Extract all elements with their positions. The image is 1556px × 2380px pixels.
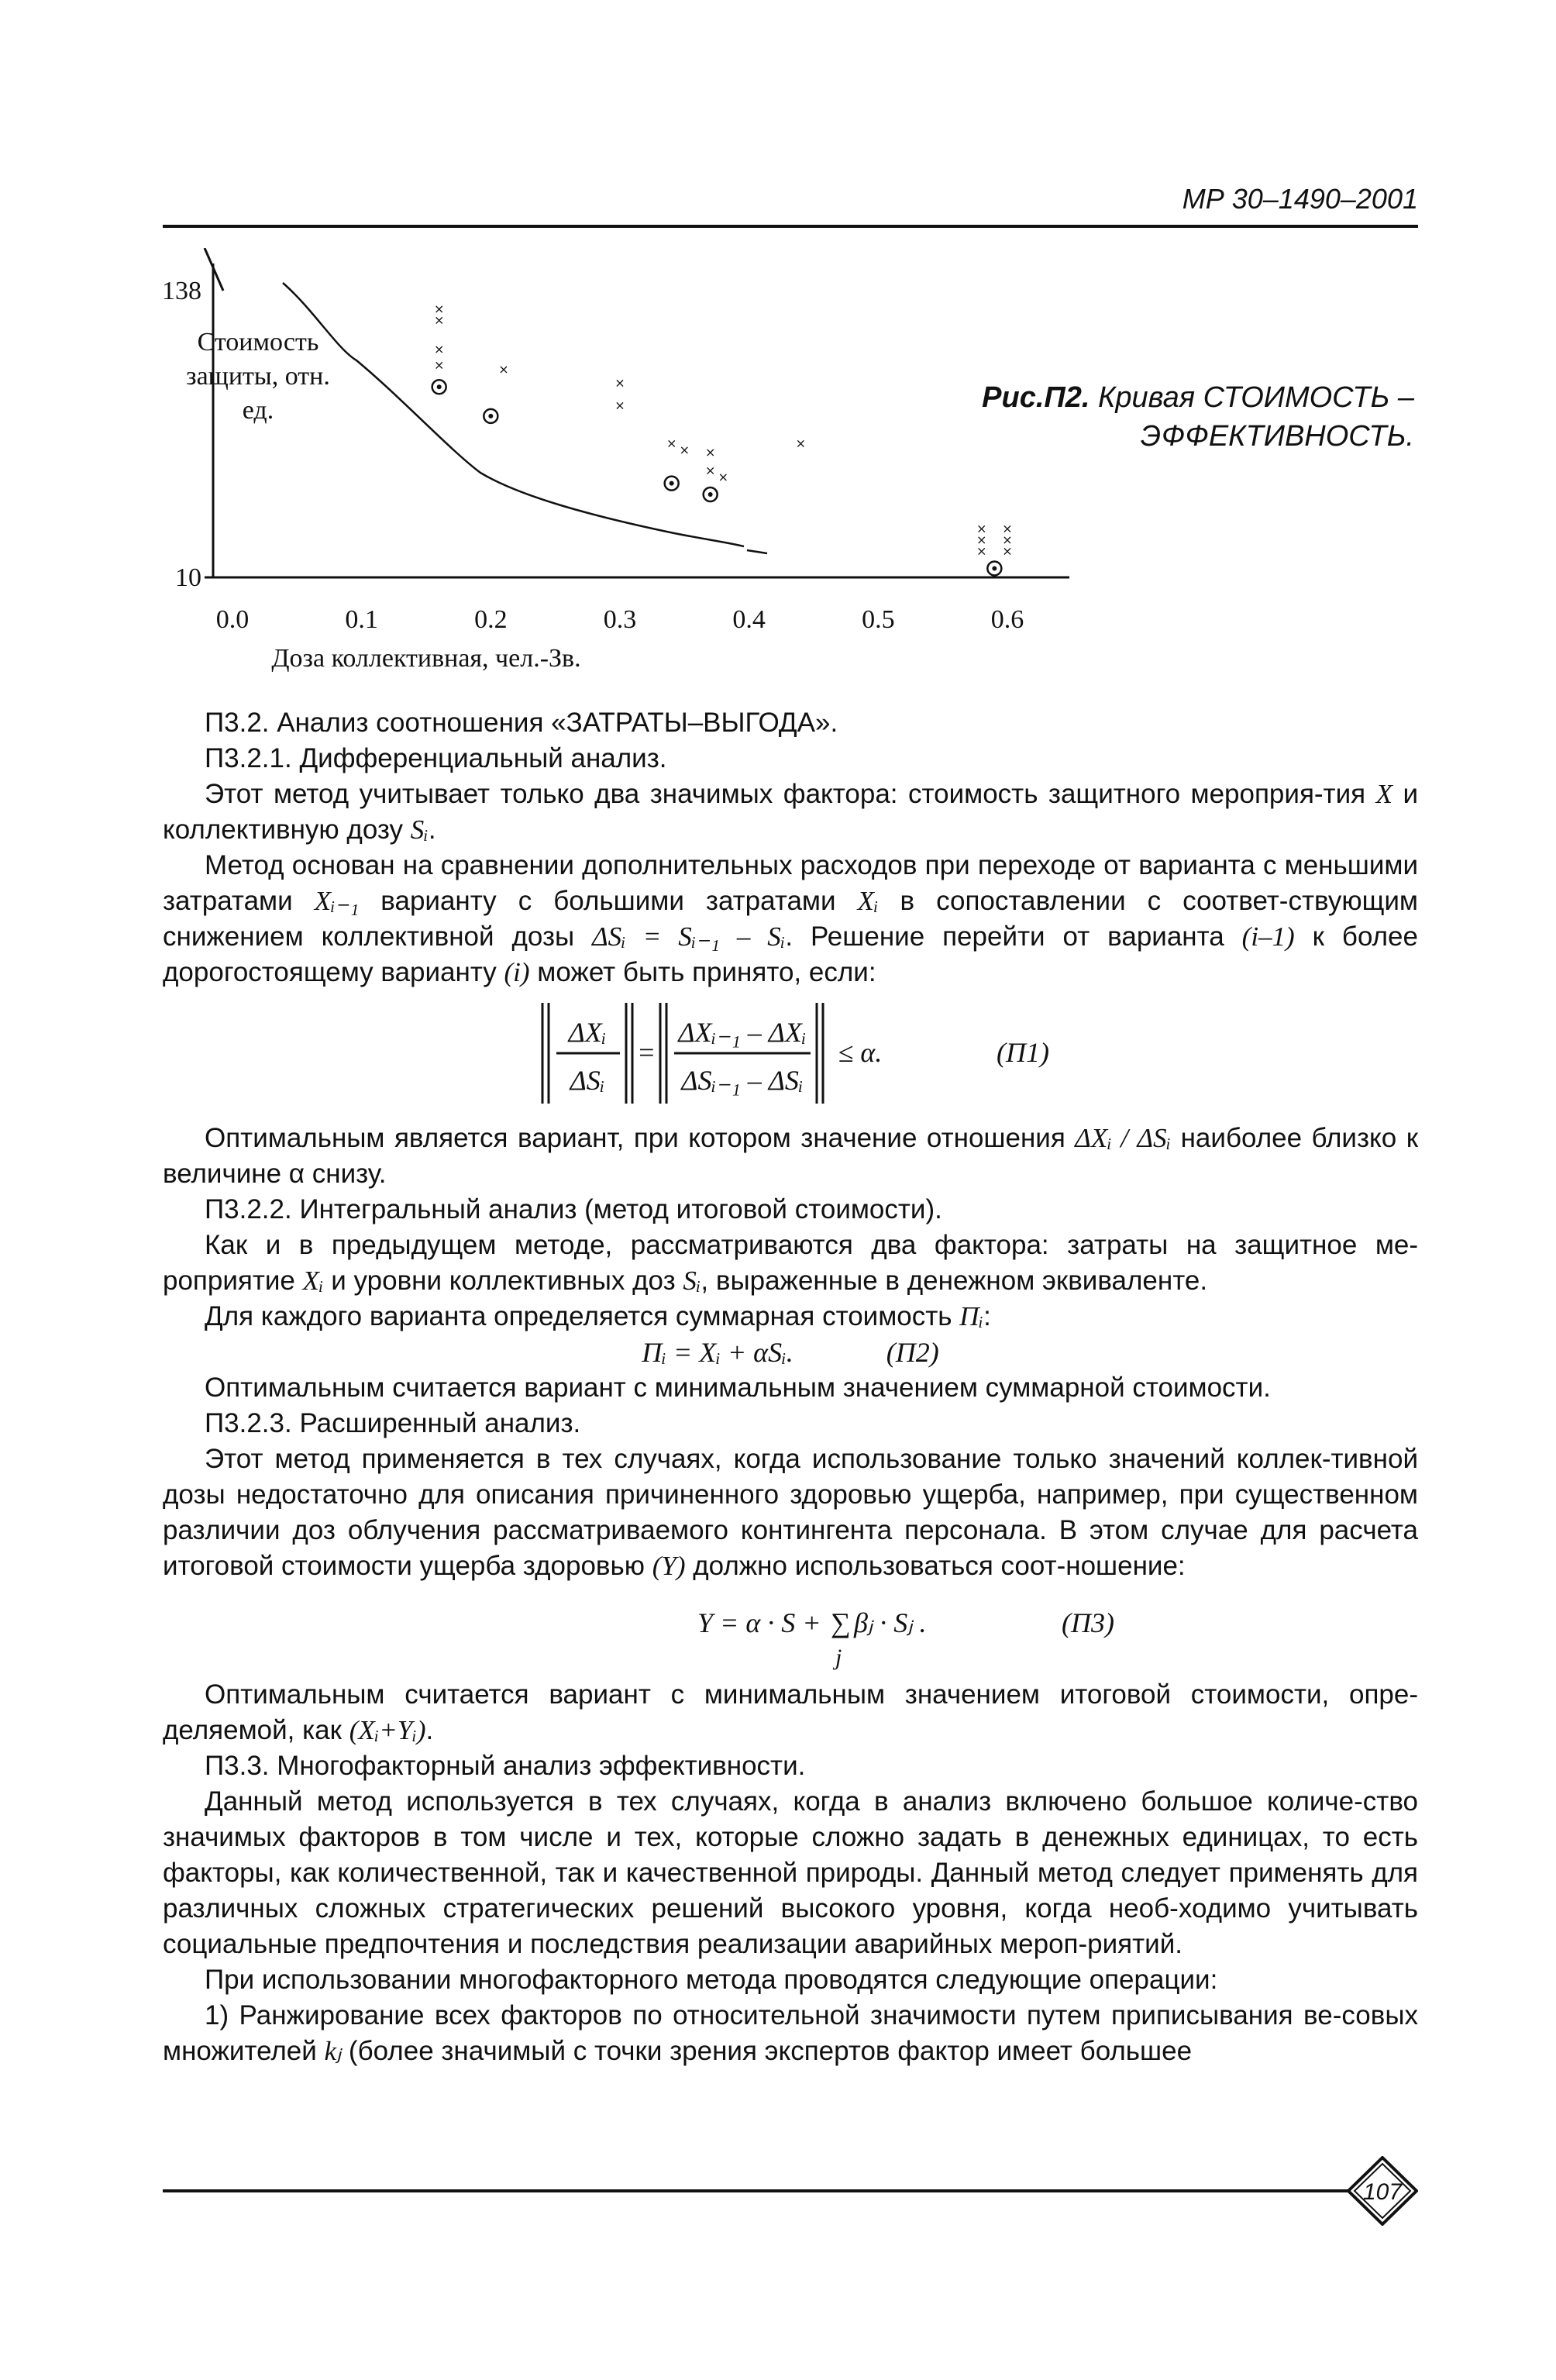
variant-point: × (614, 398, 625, 413)
figure-caption-text: Кривая СТОИМОСТЬ – ЭФФЕКТИВНОСТЬ. (1090, 381, 1414, 453)
variant-point: × (433, 357, 445, 373)
optimal-point (484, 409, 497, 423)
formula-p3-lhs: Y = α · S + (697, 1607, 821, 1638)
formula-p2-label: (П2) (886, 1337, 939, 1368)
formula-p3-sum: ∑ (831, 1607, 851, 1638)
formula-p1-den1: ΔSᵢ (570, 1065, 605, 1096)
x-tick-label: 0.5 (862, 605, 895, 634)
paragraph: Данный метод используется в тех случаях, когда в анализ включено большое количе-ство значимых факторов в том числе и тех, которые сложно задать в денежных единицах, то есть факторы, как количественной, так и качественной природы. Данный метод следует применять для различных сложных стратегических решений высокого уровня, когда необ-ходимо учитывать социальные предпочтения и последствия реализации аварийных мероп-риятий. (163, 1786, 1418, 1959)
paragraph: При использовании многофакторного метода проводятся следующие операции: (205, 1965, 1218, 1995)
paragraph: Метод основан на сравнении дополнительных расходов при переходе от варианта с меньшими затратами Xᵢ₋₁ варианту с большими затратами Xᵢ в сопоставлении с соответ-ствующим снижением коллективной дозы ΔSᵢ = Sᵢ₋₁ – Sᵢ. Решение перейти от варианта (i–1) к более дорогостоящему варианту (i) может быть принято, если: (163, 850, 1418, 987)
formula-p1-num2: ΔXᵢ₋₁ – ΔXᵢ (678, 1017, 807, 1048)
variant-point: × (718, 469, 729, 484)
subsection-heading: П3.2.2. Интегральный анализ (метод итоговой стоимости). (205, 1194, 942, 1224)
variant-point: × (1002, 521, 1013, 536)
formula-p3-sub: j (835, 1645, 842, 1670)
variant-point: × (433, 342, 445, 357)
paragraph: 1) Ранжирование всех факторов по относительной значимости путем приписывания ве-совых множителей kⱼ (более значимый с точки зрения экспертов фактор имеет большее (163, 2000, 1418, 2066)
formula-p3-label: (П3) (1062, 1607, 1114, 1638)
paragraph: Этот метод применяется в тех случаях, когда использование только значений коллек-тивной дозы недостаточно для описания причиненного здоровью ущерба, например, при существенном различии доз облучения рассматриваемого контингента персонала. В этом случае для расчета итоговой стоимости ущерба здоровью (Y) должно использоваться соот-ношение: (163, 1444, 1418, 1581)
formula-p3-rhs: βⱼ · Sⱼ . (854, 1607, 927, 1638)
paragraph: Для каждого варианта определяется суммарная стоимость Пᵢ: (205, 1301, 991, 1331)
paragraph: Оптимальным считается вариант с минимальным значением суммарной стоимости. (205, 1373, 1271, 1403)
variant-point: × (1002, 532, 1013, 547)
body-text (163, 705, 1418, 2069)
variant-point: × (679, 443, 690, 458)
variant-point: × (498, 362, 509, 377)
variant-point: × (976, 521, 987, 536)
subsection-heading: П3.2.3. Расширенный анализ. (205, 1408, 581, 1438)
variant-point: × (976, 543, 987, 559)
figure-caption (942, 378, 1414, 456)
formula-p1-rel: ≤ α. (838, 1037, 883, 1068)
variant-point: × (433, 312, 445, 328)
formula-p1-eq: = (636, 1037, 656, 1068)
optimal-point (987, 561, 1001, 575)
optimal-point (704, 487, 718, 501)
formula-p1-num1: ΔXᵢ (568, 1017, 607, 1048)
document-code: МР 30–1490–2001 (1182, 183, 1418, 215)
chart-svg (155, 248, 1426, 705)
x-tick-label: 0.1 (345, 605, 378, 634)
formula-p1-svg (535, 995, 1077, 1111)
y-tick-label: 138 (162, 277, 201, 305)
formula-p3-svg (628, 1584, 1170, 1677)
footer-rule (163, 2189, 1348, 2192)
formula-p3 (163, 1584, 1418, 1677)
header (163, 178, 1418, 228)
formula-p1-label: (П1) (997, 1037, 1049, 1068)
formula-p2 (163, 1335, 1418, 1370)
paragraph: Как и в предыдущем методе, рассматриваются два фактора: затраты на защитное ме-роприятие Xᵢ и уровни коллективных доз Sᵢ, выраженные в денежном эквиваленте. (163, 1230, 1418, 1296)
variant-point: × (433, 301, 445, 317)
paragraph: Этот метод учитывает только два значимых фактора: стоимость защитного мероприя-тия X и коллективную дозу Sᵢ. (163, 779, 1418, 845)
paragraph: Оптимальным является вариант, при котором значение отношения ΔXᵢ / ΔSᵢ наиболее близко к величине α снизу. (163, 1123, 1419, 1189)
chart-x-axis-label: Доза коллективная, чел.-Зв. (271, 644, 581, 673)
variant-point: × (976, 532, 987, 547)
x-tick-label: 0.0 (215, 605, 250, 634)
formula-p2-expr: Пᵢ = Xᵢ + αSᵢ. (642, 1337, 793, 1368)
x-tick-label: 0.2 (474, 605, 508, 634)
optimal-point (665, 477, 679, 491)
chart-curve-tail (747, 550, 767, 553)
optimal-point (432, 380, 446, 394)
section-heading: П3.2. Анализ соотношения «ЗАТРАТЫ–ВЫГОДА». (205, 708, 838, 738)
footer (163, 2156, 1418, 2226)
x-tick-label: 0.6 (990, 605, 1024, 634)
variant-point: × (1002, 543, 1013, 559)
x-tick-label: 0.3 (603, 605, 637, 634)
formula-p1-den2: ΔSᵢ₋₁ – ΔSᵢ (681, 1065, 804, 1096)
x-tick-label: 0.4 (732, 605, 766, 634)
variant-point: × (666, 436, 677, 451)
variant-point: × (614, 375, 625, 391)
chart-y-axis-label: Стоимость защиты, отн. ед. (186, 328, 330, 425)
figure-caption-number: Рис.П2. (982, 381, 1090, 414)
formula-p1 (163, 994, 1418, 1116)
variant-point: × (704, 463, 716, 478)
section-heading: П3.3. Многофакторный анализ эффективности. (205, 1751, 806, 1781)
page-number-badge (1347, 2156, 1418, 2226)
y-tick-label: 10 (175, 563, 201, 592)
paragraph: Оптимальным считается вариант с минимальным значением итоговой стоимости, опре-деляемой, как (Xᵢ+Yᵢ). (163, 1679, 1418, 1745)
page-number: 107 (1362, 2179, 1403, 2205)
chart-curve (283, 283, 744, 546)
variant-point: × (795, 436, 807, 451)
subsection-heading: П3.2.1. Дифференциальный анализ. (205, 743, 667, 773)
figure-cost-effectiveness (155, 248, 1426, 705)
variant-point: × (704, 445, 716, 460)
